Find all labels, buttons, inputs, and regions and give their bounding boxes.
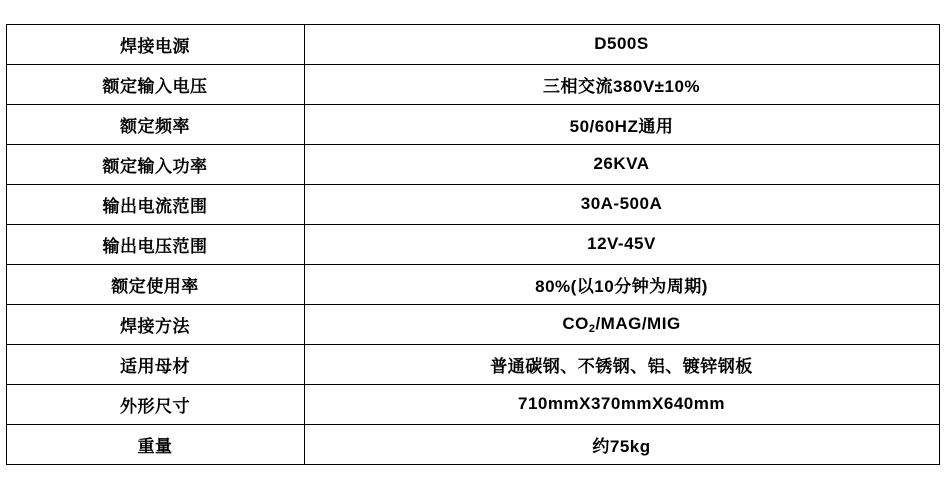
row-value: 普通碳钢、不锈钢、铝、镀锌钢板: [304, 344, 939, 384]
specification-table: [6, 24, 940, 465]
table-row: [6, 24, 939, 64]
table-row: [6, 224, 939, 264]
table-row: [6, 424, 939, 464]
row-label: 额定频率: [6, 104, 304, 144]
row-label: 额定输入电压: [6, 64, 304, 104]
table-row: [6, 104, 939, 144]
table-body: [6, 24, 939, 464]
row-label: 输出电压范围: [6, 224, 304, 264]
table-row: [6, 64, 939, 104]
row-value: 约75kg: [304, 424, 939, 464]
row-value: 710mmX370mmX640mm: [304, 384, 939, 424]
row-value: 50/60HZ通用: [304, 104, 939, 144]
row-label: 重量: [6, 424, 304, 464]
row-value: 30A-500A: [304, 184, 939, 224]
row-label: 额定使用率: [6, 264, 304, 304]
row-label: 焊接电源: [6, 24, 304, 64]
row-value: 80%(以10分钟为周期): [304, 264, 939, 304]
row-value: 12V-45V: [304, 224, 939, 264]
table-row: [6, 264, 939, 304]
row-label: 额定输入功率: [6, 144, 304, 184]
row-label: 输出电流范围: [6, 184, 304, 224]
table-row: [6, 304, 939, 344]
table-row: [6, 384, 939, 424]
row-value-welding-method: $CO_2/MAG$/MIG: [304, 304, 939, 344]
row-label: 外形尺寸: [6, 384, 304, 424]
table-row: [6, 344, 939, 384]
row-label: 适用母材: [6, 344, 304, 384]
row-value: 三相交流380V±10%: [304, 64, 939, 104]
table-row: [6, 184, 939, 224]
table-row: [6, 144, 939, 184]
row-label: 焊接方法: [6, 304, 304, 344]
row-value: 26KVA: [304, 144, 939, 184]
row-value: D500S: [304, 24, 939, 64]
